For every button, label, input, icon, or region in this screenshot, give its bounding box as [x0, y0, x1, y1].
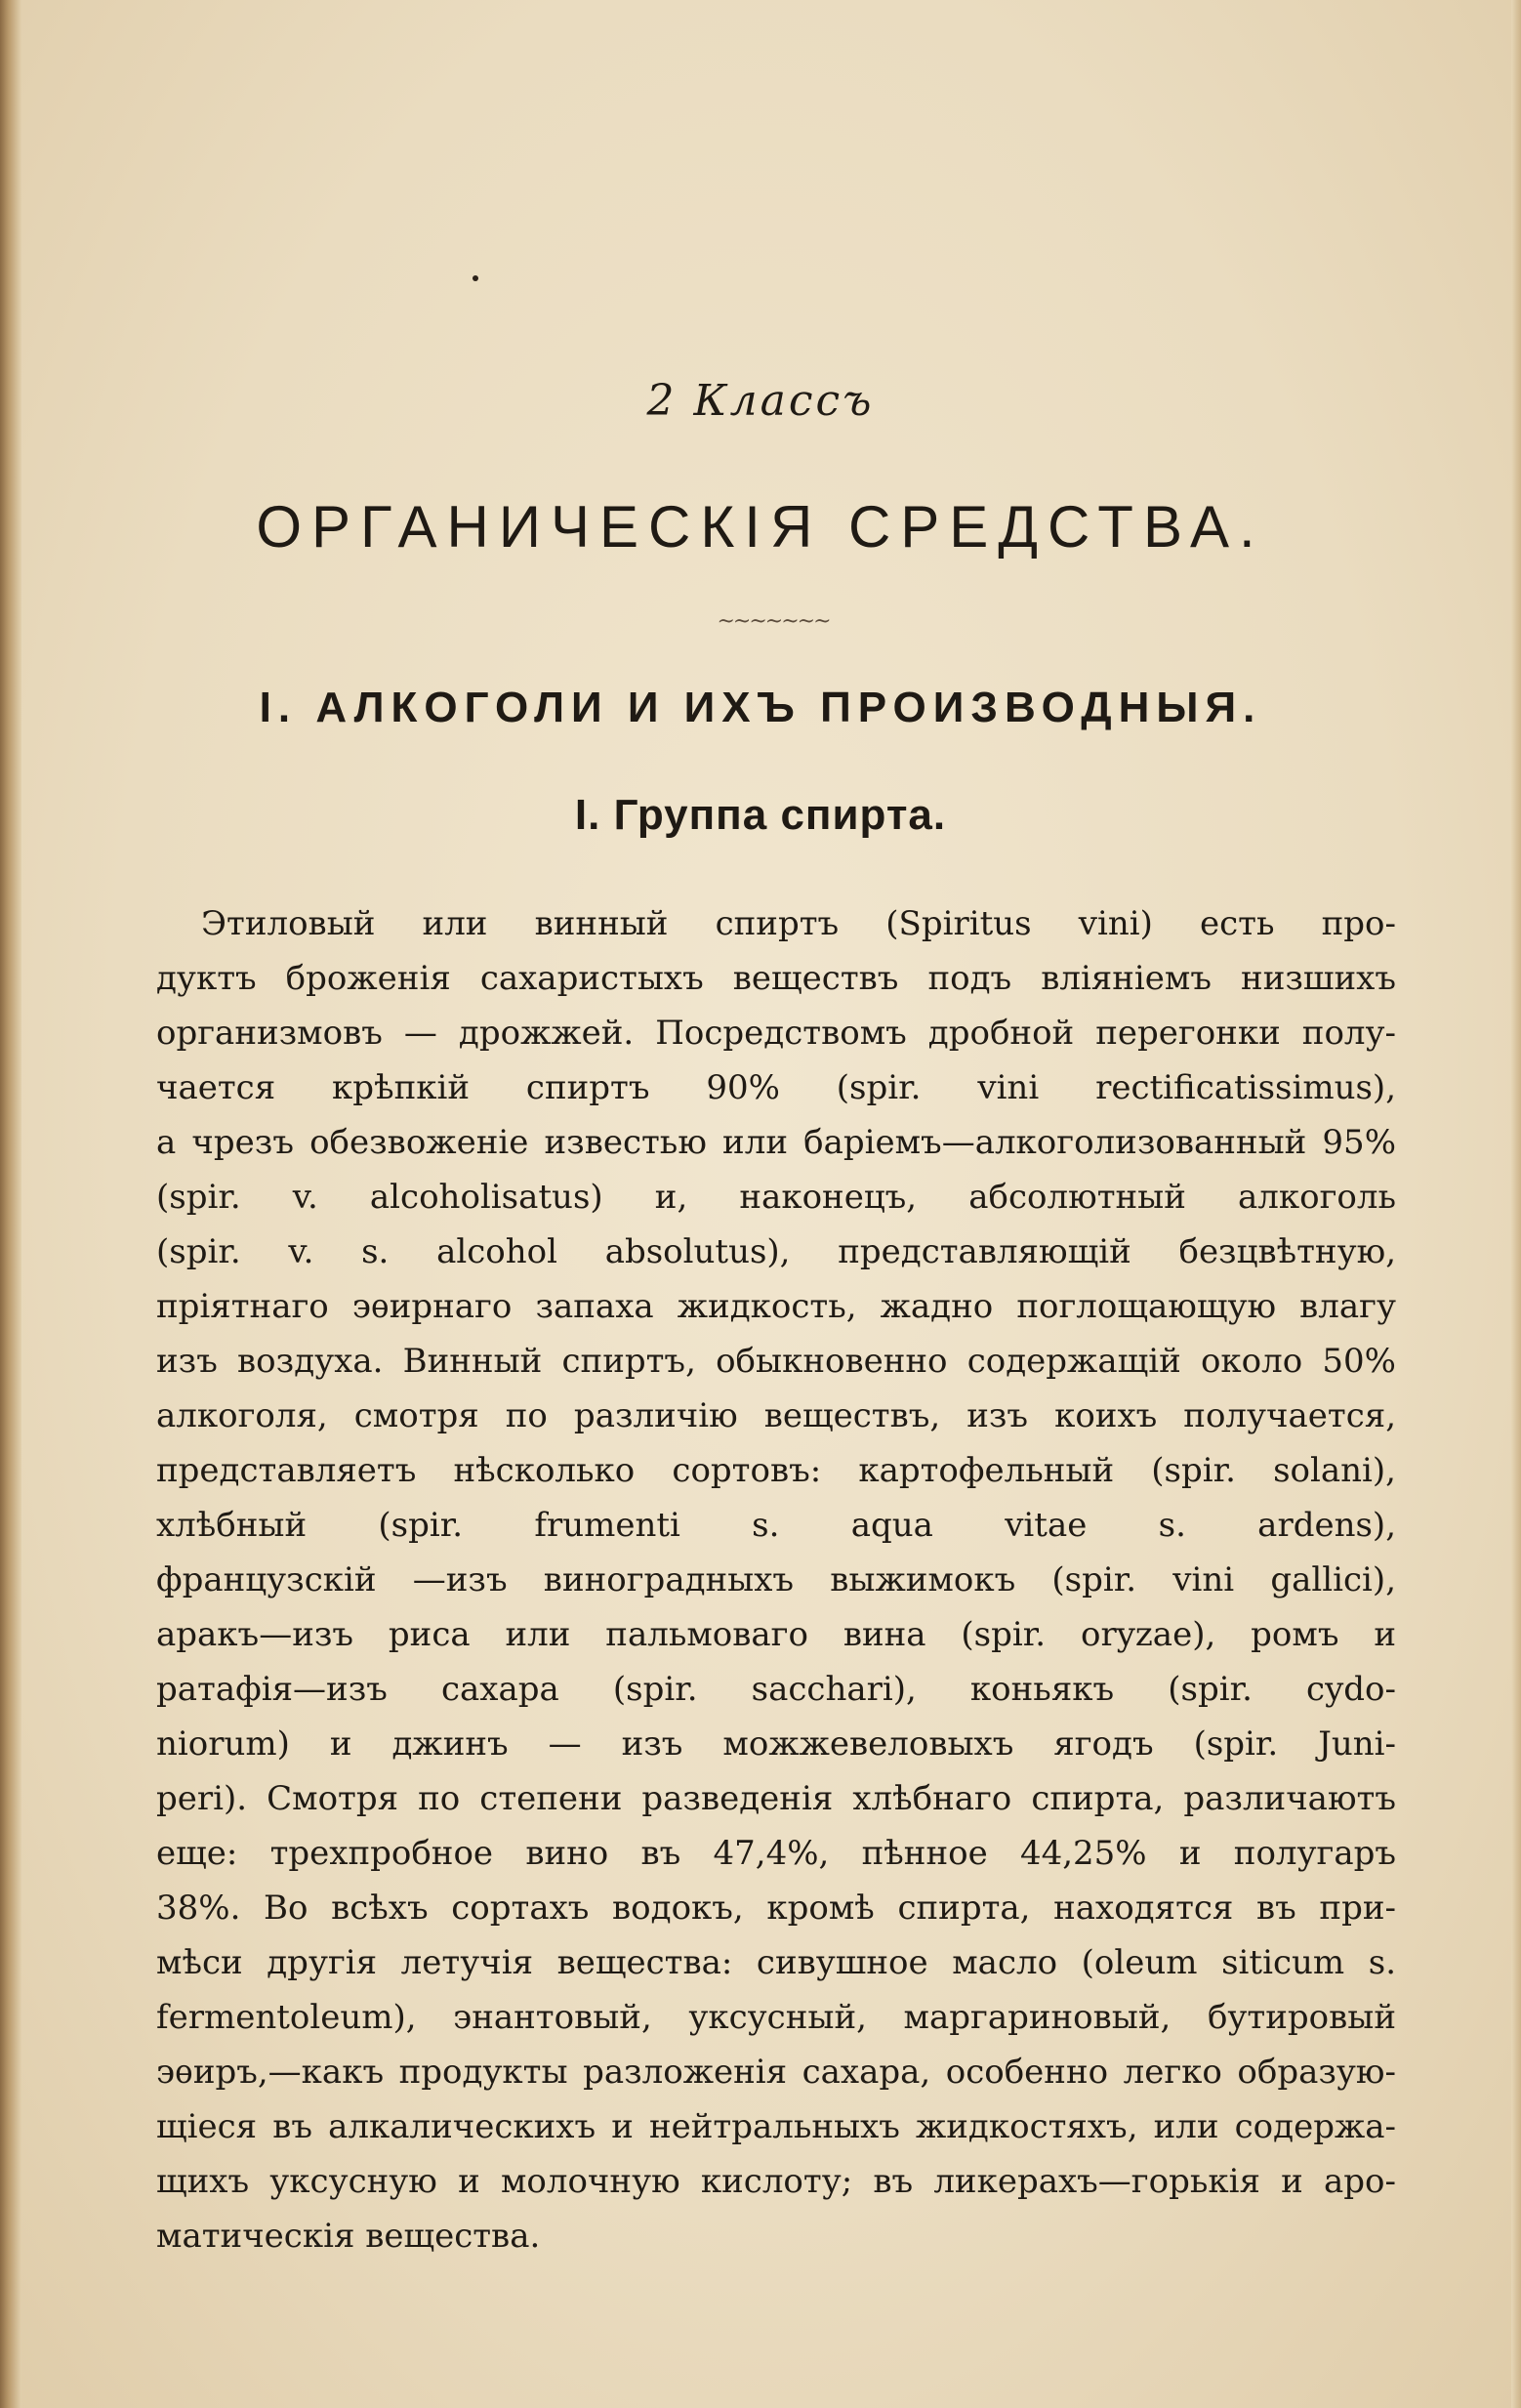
section-title: I. АЛКОГОЛИ И ИХЪ ПРОИЗВОДНЫЯ. [259, 684, 1262, 731]
ornamental-divider: ~~~~~~~ [717, 609, 830, 634]
text-line: матическія вещества. [156, 2217, 541, 2256]
text-line: щихъ уксусную и молочную кислоту; въ ликерахъ—горькія и аро- [156, 2162, 1396, 2201]
text-line: пріятнаго эѳирнаго запаха жидкость, жадно поглощающую влагу [156, 1287, 1396, 1326]
text-line: организмовъ — дрожжей. Посредствомъ дробной перегонки полу- [156, 1014, 1396, 1053]
text-line: эѳиръ,—какъ продукты разложенія сахара, особенно легко образую- [156, 2053, 1396, 2092]
text-line: (spir. v. alcoholisatus) и, наконецъ, абсолютный алкоголь [156, 1178, 1396, 1217]
page-edge [1511, 0, 1521, 2408]
text-line: fermentoleum), энантовый, уксусный, маргариновый, бутировый [156, 1998, 1396, 2037]
body-paragraph [156, 896, 1396, 2263]
text-line: niorum) и джинъ — изъ можжевеловыхъ ягодъ (spir. Juni- [156, 1724, 1396, 1764]
text-line: (spir. v. s. alcohol absolutus), представляющій безцвѣтную, [156, 1232, 1396, 1271]
page-spine-shadow [0, 0, 21, 2408]
text-line: щіеся въ алкалическихъ и нейтральныхъ жидкостяхъ, или содержа- [156, 2107, 1396, 2146]
text-line: еще: трехпробное вино въ 47,4%, пѣнное 44,25% и полугаръ [156, 1834, 1396, 1873]
ink-dot [473, 275, 478, 281]
class-heading: 2 Классъ [646, 376, 875, 426]
text-line: а чрезъ обезвоженіе известью или баріемъ—алкоголизованный 95% [156, 1123, 1396, 1162]
text-line: ратафія—изъ сахара (spir. sacchari), коньякъ (spir. cydo- [156, 1670, 1396, 1709]
text-line: алкоголя, смотря по различію веществъ, изъ коихъ получается, [156, 1396, 1396, 1435]
text-line: мѣси другія летучія вещества: сивушное масло (oleum siticum s. [156, 1943, 1396, 1982]
text-line: аракъ—изъ риса или пальмоваго вина (spir. oryzae), ромъ и [156, 1615, 1396, 1654]
text-line: 38%. Во всѣхъ сортахъ водокъ, кромѣ спирта, находятся въ при- [156, 1889, 1396, 1928]
text-line: дуктъ броженія сахаристыхъ веществъ подъ вліяніемъ низшихъ [156, 959, 1396, 998]
text-line: хлѣбный (spir. frumenti s. aqua vitae s. ardens), [156, 1506, 1396, 1545]
text-line: изъ воздуха. Винный спиртъ, обыкновенно содержащій около 50% [156, 1342, 1396, 1381]
text-line: представляетъ нѣсколько сортовъ: картофельный (spir. solani), [156, 1451, 1396, 1490]
text-line: peri). Смотря по степени разведенія хлѣбнаго спирта, различаютъ [156, 1779, 1396, 1818]
text-line: чается крѣпкій спиртъ 90% (spir. vini rectificatissimus), [156, 1068, 1396, 1107]
text-line: французскій —изъ виноградныхъ выжимокъ (spir. vini gallici), [156, 1560, 1396, 1599]
group-title: I. Группа спирта. [574, 791, 947, 839]
main-title: ОРГАНИЧЕСКІЯ СРЕДСТВА. [256, 494, 1265, 560]
text-line: Этиловый или винный спиртъ (Spiritus vini) есть про- [201, 904, 1396, 943]
